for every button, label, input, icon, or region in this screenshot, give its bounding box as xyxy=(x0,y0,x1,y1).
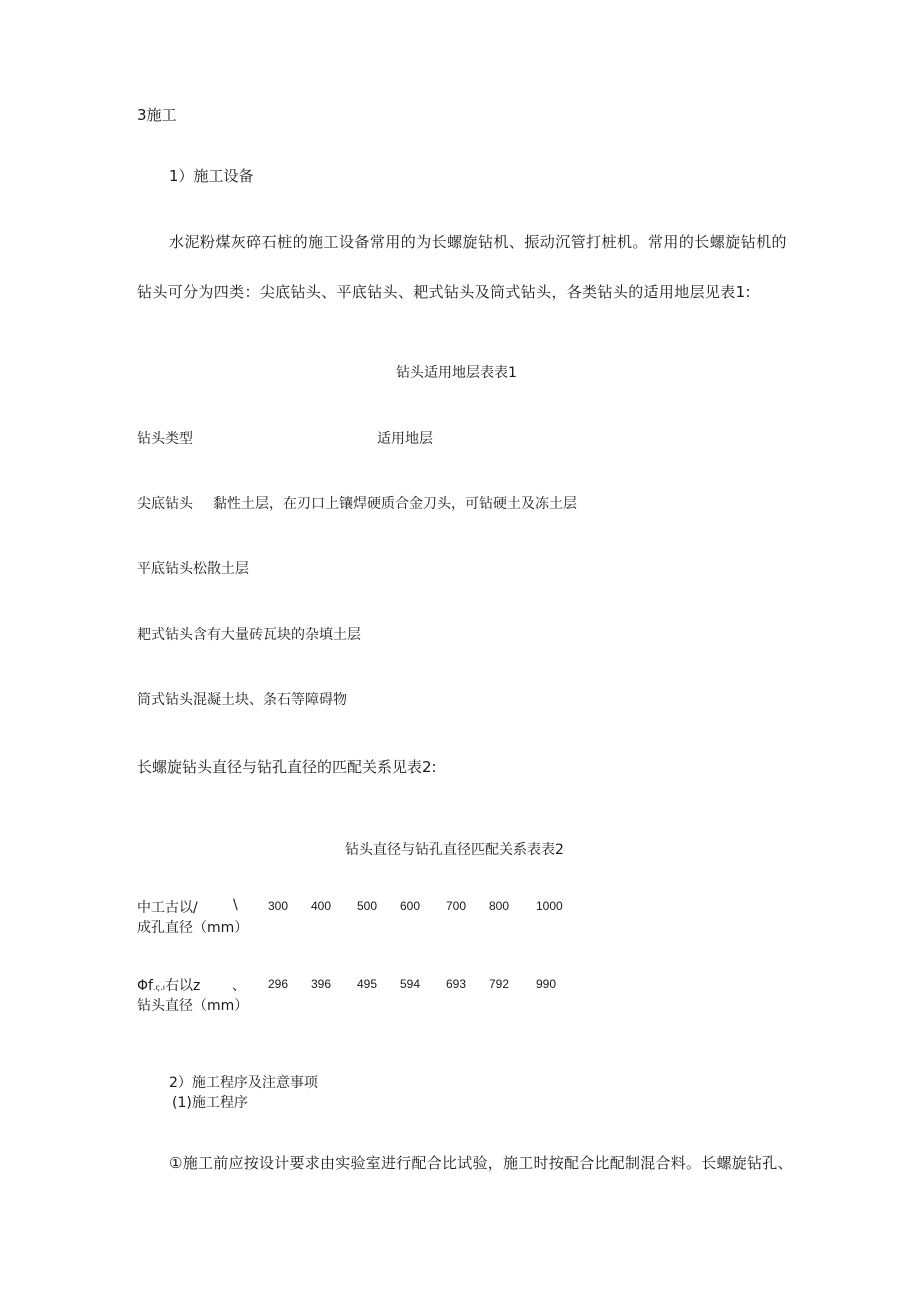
table-caption: 钻头直径与钻孔直径匹配关系表表2 xyxy=(345,842,564,858)
table-cell-value: 495 xyxy=(357,977,378,991)
section-heading: 3施工 xyxy=(137,106,177,124)
paragraph-line: ①施工前应按设计要求由实验室进行配合比试验，施工时按配合比配制混合料。长螺旋钻孔、 xyxy=(169,1154,793,1172)
table-header-drill-type: 钻头类型 xyxy=(137,431,193,447)
table-cell-value: 300 xyxy=(268,899,289,913)
table-row-label: 中工古以/ xyxy=(137,900,198,916)
table-cell-value: 792 xyxy=(489,977,510,991)
table-row-label: 成孔直径（mm） xyxy=(137,920,249,936)
table-cell-type: 尖底钻头 xyxy=(137,496,193,512)
paragraph-line: 水泥粉煤灰碎石桩的施工设备常用的为长螺旋钻机、振动沉管打桩机。常用的长螺旋钻机的 xyxy=(169,233,788,251)
table-cell-value: 296 xyxy=(268,977,289,991)
table-mark: \ xyxy=(233,897,238,913)
table-cell-value: 594 xyxy=(400,977,421,991)
table-cell-value: 800 xyxy=(489,899,510,913)
table-row-label xyxy=(137,975,200,995)
table-row: 耙式钻头含有大量砖瓦块的杂填土层 xyxy=(137,627,361,643)
table-header-strata: 适用地层 xyxy=(377,431,433,447)
table-row-label-part: Φf xyxy=(137,978,153,994)
table-row: 筒式钻头混凝土块、条石等障碍物 xyxy=(137,692,347,708)
table-cell-value: 396 xyxy=(311,977,332,991)
table-row: 平底钻头松散土层 xyxy=(137,561,249,577)
table-cell-value: 1000 xyxy=(536,899,563,913)
table-intro-line: 长螺旋钻头直径与钻孔直径的匹配关系见表2: xyxy=(137,758,437,776)
table-row-label-part: 右以z xyxy=(164,978,201,994)
subsubsection-heading: (1)施工程序 xyxy=(172,1095,248,1111)
paragraph-line: 钻头可分为四类：尖底钻头、平底钻头、耙式钻头及筒式钻头，各类钻头的适用地层见表1: xyxy=(137,283,751,301)
subsection-heading-procedure: 2）施工程序及注意事项 xyxy=(169,1075,318,1091)
table-cell-value: 500 xyxy=(357,899,378,913)
table-row-label-subscript: .ς.ı xyxy=(152,983,165,992)
table-caption: 钻头适用地层表表1 xyxy=(396,365,517,381)
table-cell-value: 693 xyxy=(446,977,467,991)
table-cell-value: 700 xyxy=(446,899,467,913)
subsection-heading-equipment: 1）施工设备 xyxy=(169,167,254,185)
table-cell-value: 400 xyxy=(311,899,332,913)
table-cell-value: 600 xyxy=(400,899,421,913)
table-cell-strata: 黏性土层，在刃口上镶焊硬质合金刀头，可钻硬土及冻土层 xyxy=(213,496,577,512)
table-cell-value: 990 xyxy=(536,977,557,991)
table-mark: 、 xyxy=(232,978,246,994)
table-row-label: 钻头直径（mm） xyxy=(137,998,249,1014)
